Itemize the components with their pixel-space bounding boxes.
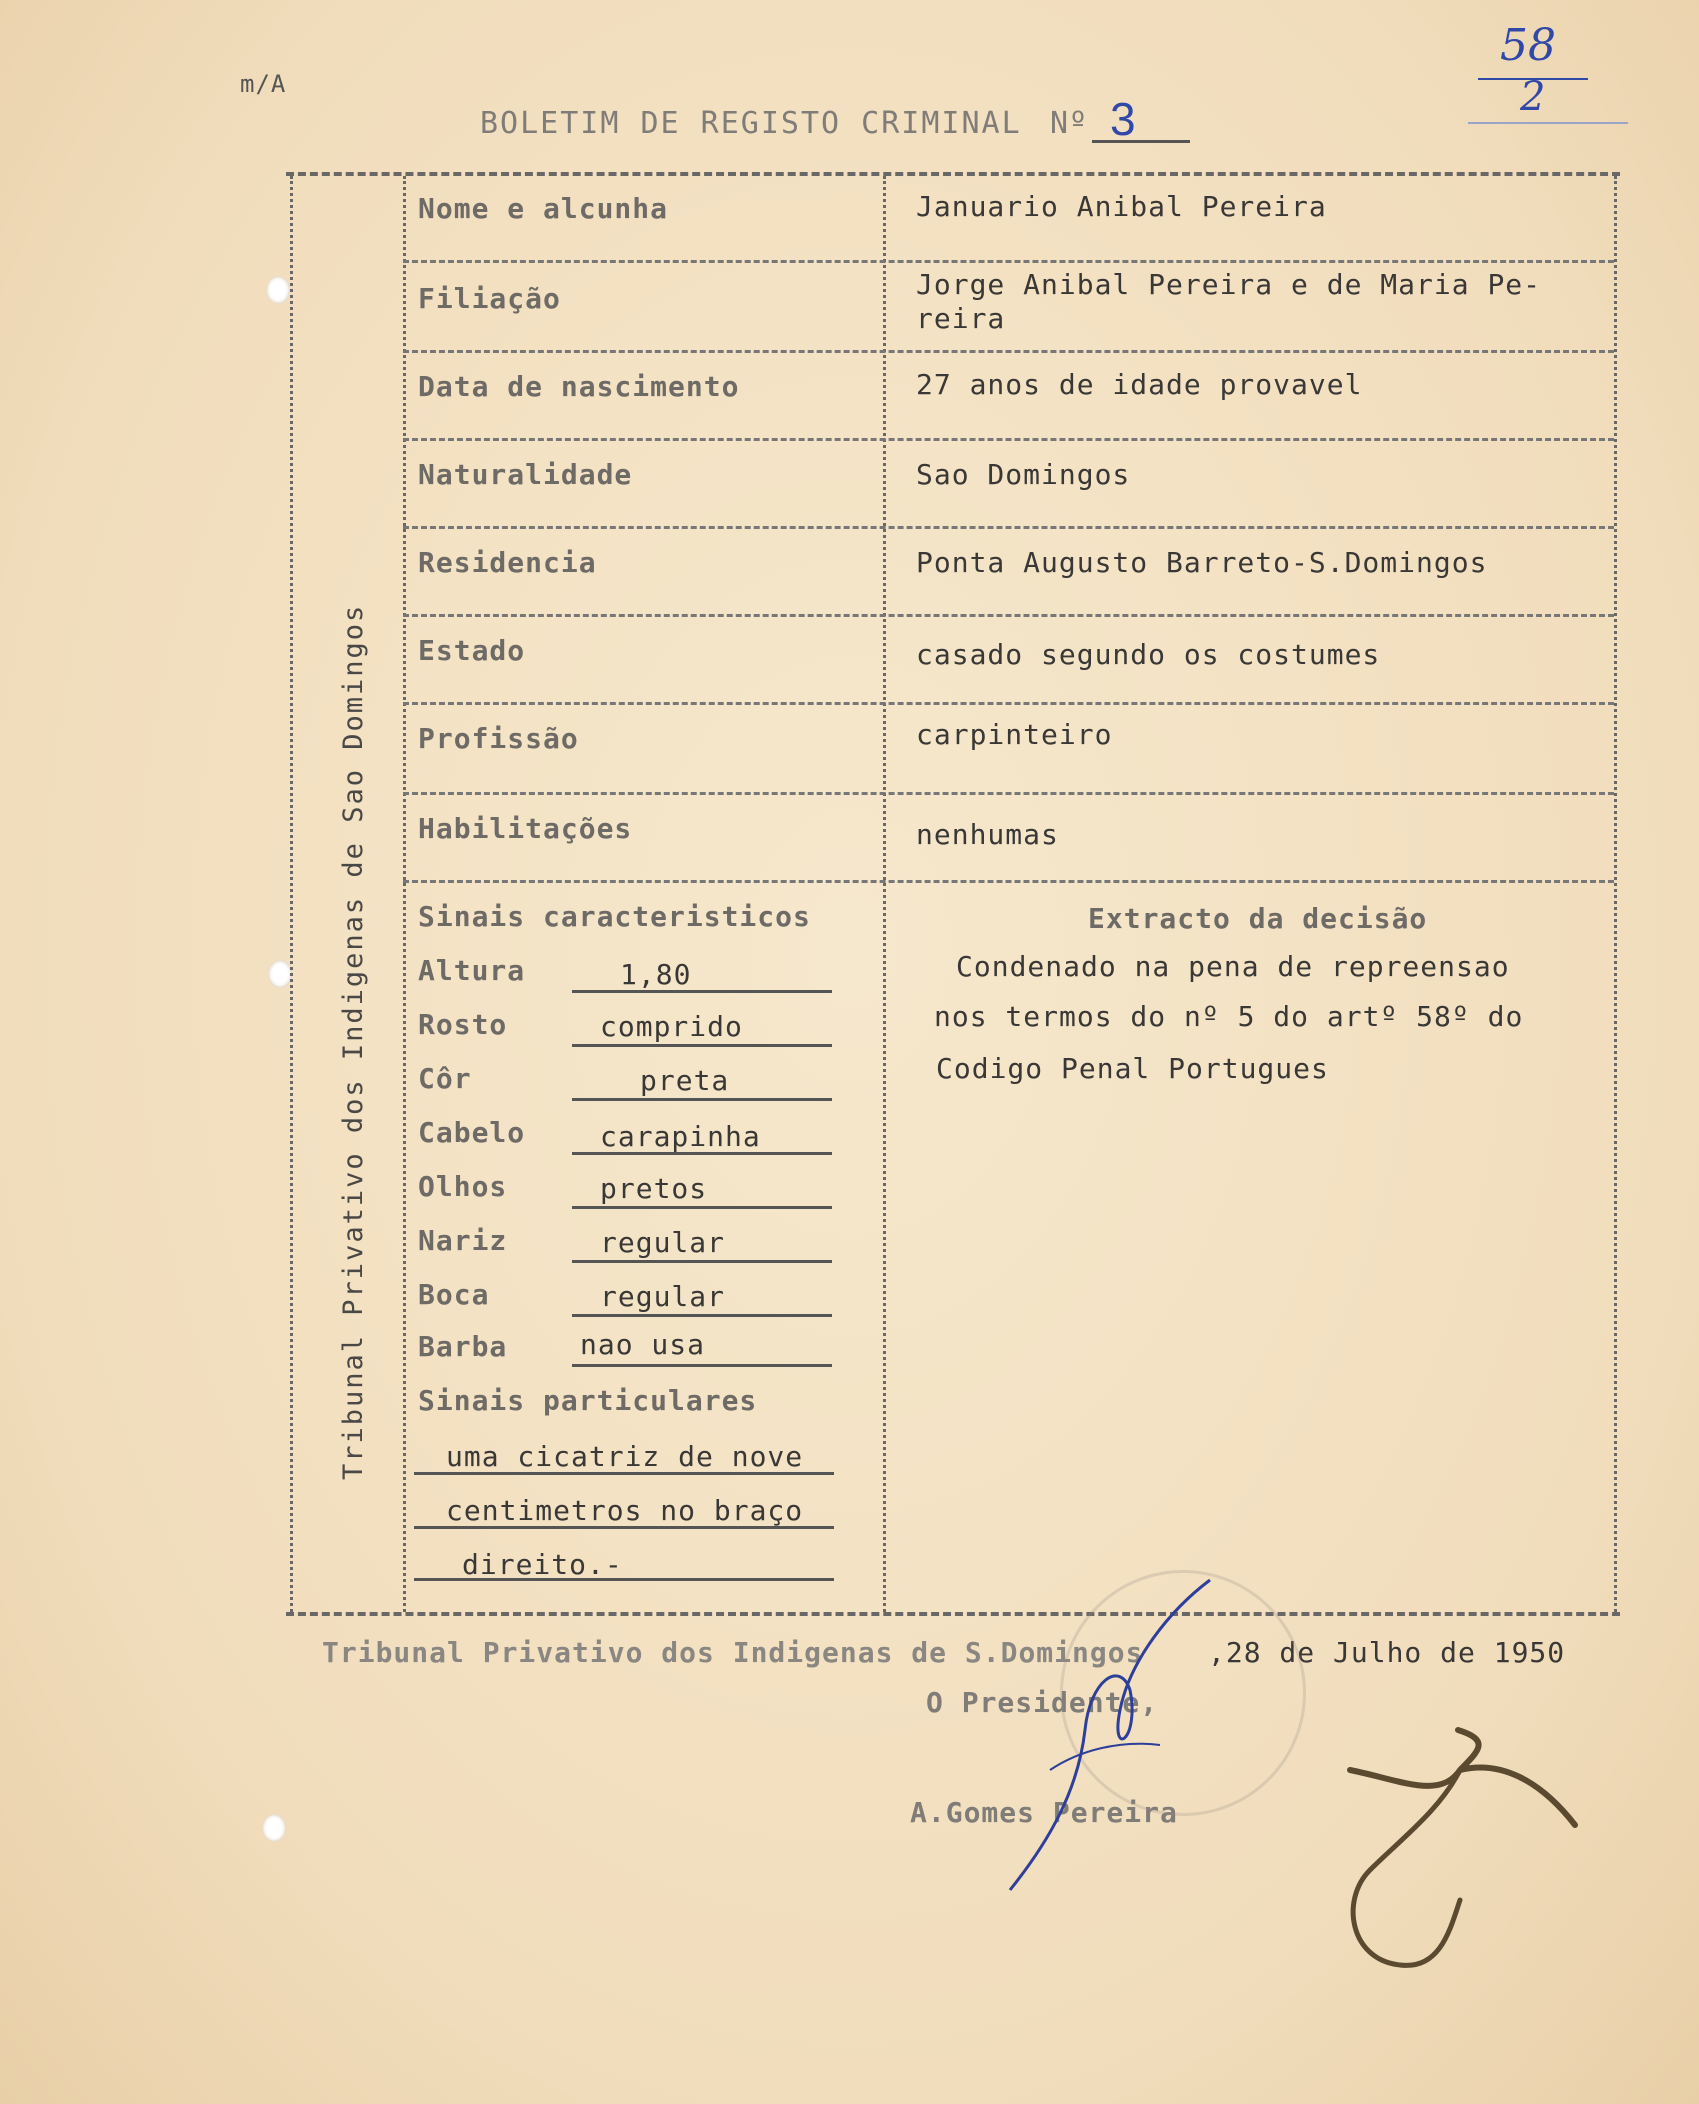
number-value: 3 xyxy=(1110,93,1136,145)
footer-role: O Presidente, xyxy=(926,1686,1159,1719)
particular-sign-line: centimetros no braço xyxy=(446,1494,804,1527)
row-value-filiacao: Jorge Anibal Pereira e de Maria Pe- xyxy=(916,268,1542,301)
row-label-naturalidade: Naturalidade xyxy=(418,458,633,491)
particular-underline xyxy=(414,1472,834,1475)
sign-underline xyxy=(572,1260,832,1263)
row-value-naturalidade: Sao Domingos xyxy=(916,458,1131,491)
sign-value: comprido xyxy=(600,1010,743,1043)
sign-value: regular xyxy=(600,1226,726,1259)
signs-heading: Sinais caracteristicos xyxy=(418,900,811,933)
sign-label: Barba xyxy=(418,1330,508,1363)
side-court-name: Tribunal Privativo dos Indigenas de Sao Domingos xyxy=(338,603,369,1480)
page-number-rule-2 xyxy=(1468,122,1628,124)
sign-underline xyxy=(572,1314,832,1317)
row-separator xyxy=(403,614,1614,617)
sign-value: regular xyxy=(600,1280,726,1313)
particular-sign-line: direito.- xyxy=(462,1548,623,1581)
row-label-nascimento: Data de nascimento xyxy=(418,370,740,403)
sign-underline xyxy=(572,1098,832,1101)
decision-line: Codigo Penal Portugues xyxy=(936,1052,1329,1085)
column-divider-2 xyxy=(883,176,886,1612)
sign-value: pretos xyxy=(600,1172,708,1205)
signature xyxy=(990,1570,1250,1900)
row-label-filiacao: Filiação xyxy=(418,282,561,315)
particular-underline xyxy=(414,1578,834,1581)
row-separator xyxy=(403,350,1614,353)
sign-label: Rosto xyxy=(418,1008,508,1041)
punch-hole-top xyxy=(266,276,290,304)
decision-line: Condenado na pena de repreensao xyxy=(956,950,1510,983)
row-separator xyxy=(403,702,1614,705)
footer-date: ,28 de Julho de 1950 xyxy=(1208,1636,1566,1669)
footer-court: Tribunal Privativo dos Indigenas de S.Domingos xyxy=(322,1636,1144,1669)
row-value-estado: casado segundo os costumes xyxy=(916,638,1381,671)
row-label-nome: Nome e alcunha xyxy=(418,192,669,225)
row-label-habilitacoes: Habilitações xyxy=(418,812,633,845)
row-value-habilitacoes: nenhumas xyxy=(916,818,1059,851)
row-value-profissao: carpinteiro xyxy=(916,718,1113,751)
column-divider-1 xyxy=(403,176,406,1612)
number-underline xyxy=(1092,140,1190,143)
row-separator xyxy=(403,526,1614,529)
sign-value: nao usa xyxy=(580,1328,706,1361)
row-value-residencia: Ponta Augusto Barreto-S.Domingos xyxy=(916,546,1488,579)
row-label-estado: Estado xyxy=(418,634,526,667)
row-value-nascimento: 27 anos de idade provavel xyxy=(916,368,1363,401)
particular-sign-line: uma cicatriz de nove xyxy=(446,1440,804,1473)
row-value-nome: Januario Anibal Pereira xyxy=(916,190,1327,223)
sign-label: Cabelo xyxy=(418,1116,526,1149)
sign-label: Olhos xyxy=(418,1170,508,1203)
sign-underline xyxy=(572,1044,832,1047)
row-separator xyxy=(403,260,1614,263)
sign-value: carapinha xyxy=(600,1120,761,1153)
string-tie xyxy=(1340,1720,1600,1980)
sign-underline xyxy=(572,1152,832,1155)
table-top-border xyxy=(286,172,1620,176)
table-bottom-border xyxy=(286,1612,1620,1616)
number-label: Nº xyxy=(1050,106,1089,141)
sign-label: Nariz xyxy=(418,1224,508,1257)
document-marker: m/A xyxy=(240,70,287,98)
sign-value: 1,80 xyxy=(620,958,692,991)
row-value-filiacao-cont: reira xyxy=(916,302,1006,335)
sign-underline xyxy=(572,1206,832,1209)
particular-signs-heading: Sinais particulares xyxy=(418,1384,758,1417)
sign-underline xyxy=(572,1364,832,1367)
decision-heading: Extracto da decisão xyxy=(1088,902,1428,935)
particular-underline xyxy=(414,1526,834,1529)
sign-value: preta xyxy=(640,1064,730,1097)
page-number: 58 xyxy=(1500,20,1556,71)
decision-line: nos termos do nº 5 do artº 58º do xyxy=(934,1000,1524,1033)
row-separator xyxy=(403,880,1614,883)
sign-underline xyxy=(572,990,832,993)
row-separator xyxy=(403,792,1614,795)
table-left-border xyxy=(290,176,293,1612)
row-label-residencia: Residencia xyxy=(418,546,597,579)
page-number-alt: 2 xyxy=(1520,74,1546,120)
punch-hole-bottom xyxy=(262,1814,286,1842)
punch-hole-middle xyxy=(268,960,292,988)
sign-label: Boca xyxy=(418,1278,490,1311)
sign-label: Altura xyxy=(418,954,526,987)
row-separator xyxy=(403,438,1614,441)
table-right-border xyxy=(1614,176,1617,1612)
row-label-profissao: Profissão xyxy=(418,722,579,755)
footer-signatory: A.Gomes Pereira xyxy=(910,1796,1178,1829)
document-title: BOLETIM DE REGISTO CRIMINAL xyxy=(480,106,1022,141)
sign-label: Côr xyxy=(418,1062,472,1095)
